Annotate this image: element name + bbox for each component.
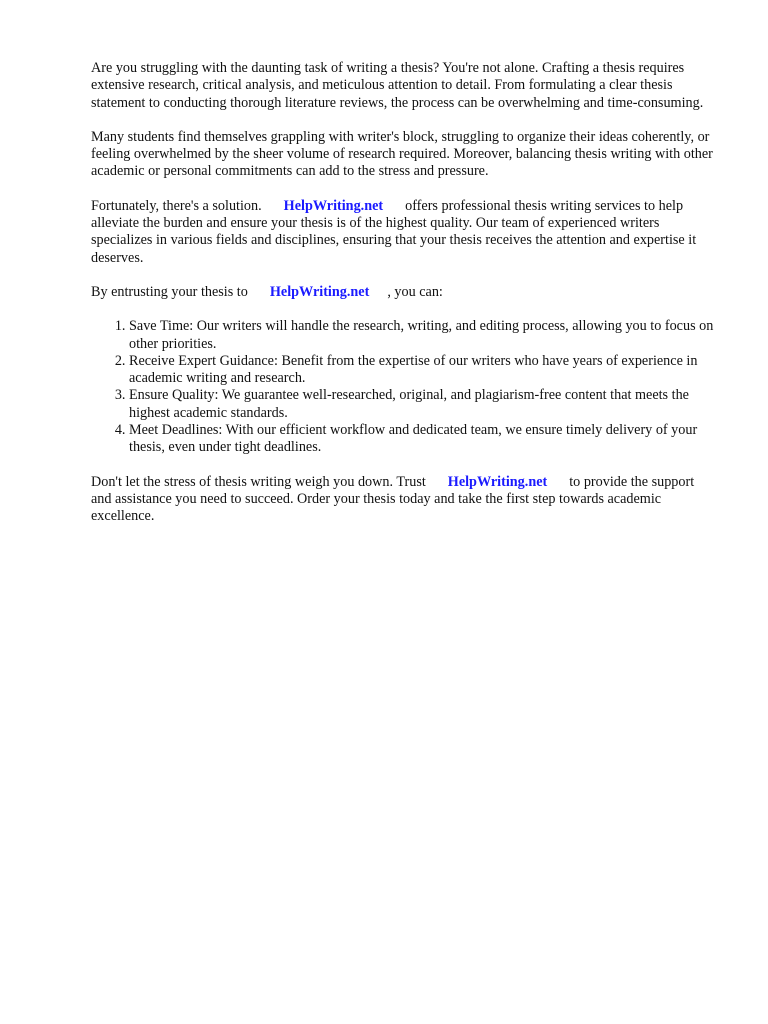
helpwriting-link[interactable]: HelpWriting.net <box>283 197 384 214</box>
list-item: 3. Ensure Quality: We guarantee well-researched, original, and plagiarism-free content that meets the highest academic standards. <box>129 387 716 422</box>
closing-paragraph <box>91 474 716 526</box>
closing-text-before: Don't let the stress of thesis writing weigh you down. Trust <box>91 473 426 490</box>
challenges-paragraph: Many students find themselves grappling with writer's block, struggling to organize their ideas coherently, or feeling overwhelmed by the sheer volume of research required. Moreover, balancing thesis writing with other academic or personal commitments can add to the stress and pressure. <box>91 128 713 180</box>
solution-text-before: Fortunately, there's a solution. <box>91 197 262 214</box>
intro-paragraph: Are you struggling with the daunting task of writing a thesis? You're not alone. Crafting a thesis requires extensive research, critical analysis, and meticulous attention to detail. From formulating a clear thesis statement to conducting thorough literature reviews, the process can be overwhelming and time-consuming. <box>91 60 704 111</box>
benefits-intro-paragraph <box>91 284 716 301</box>
list-item: 2. Receive Expert Guidance: Benefit from the expertise of our writers who have years of experience in academic writing and research. <box>129 353 716 388</box>
list-item: 4. Meet Deadlines: With our efficient workflow and dedicated team, we ensure timely delivery of your thesis, even under tight deadlines. <box>129 422 716 457</box>
list-item: 1. Save Time: Our writers will handle the research, writing, and editing process, allowing you to focus on other priorities. <box>129 318 716 353</box>
solution-paragraph <box>91 198 716 267</box>
helpwriting-link[interactable]: HelpWriting.net <box>447 473 548 490</box>
document-page <box>91 60 716 543</box>
benefits-list <box>91 318 716 456</box>
benefits-text-after: , you can: <box>387 283 443 300</box>
solution-text-after: offers professional thesis writing services to help alleviate the burden and ensure your thesis is of the highest quality. Our team of experienced writers specializes in various fields and disciplines, ensuring that your thesis receives the attention and expertise it deserves. <box>91 197 697 266</box>
helpwriting-link[interactable]: HelpWriting.net <box>269 283 370 300</box>
benefits-text-before: By entrusting your thesis to <box>91 283 248 300</box>
closing-text-after: to provide the support and assistance you need to succeed. Order your thesis today and take the first step towards academic excellence. <box>91 473 695 525</box>
